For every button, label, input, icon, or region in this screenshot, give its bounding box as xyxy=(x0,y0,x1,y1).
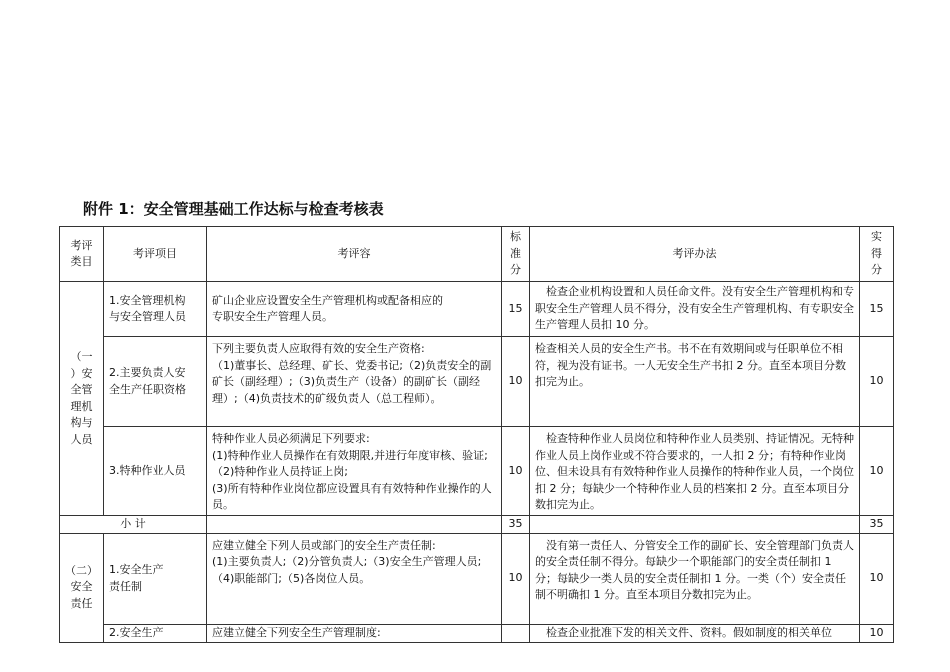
actual-score-cell: 15 xyxy=(860,282,894,337)
category-cell: （一 ）安 全管 理机 构与 人员 xyxy=(60,282,104,516)
subtotal-empty-cell xyxy=(207,516,502,534)
assessment-table xyxy=(59,226,894,643)
content-cell: 矿山企业应设置安全生产管理机构或配备相应的 专职安全生产管理人员。 xyxy=(207,282,502,337)
subtotal-empty-cell xyxy=(530,516,860,534)
header-content: 考评容 xyxy=(207,227,502,282)
actual-score-cell: 10 xyxy=(860,624,894,642)
subtotal-actual-score: 35 xyxy=(860,516,894,534)
subtotal-standard-score: 35 xyxy=(502,516,530,534)
table-row xyxy=(60,282,894,337)
header-item: 考评项目 xyxy=(104,227,207,282)
header-standard-score: 标 准 分 xyxy=(502,227,530,282)
method-cell: 检查相关人员的安全生产书。书不在有效期间或与任职单位不相符，视为没有证书。一人无安全生产书扣 2 分。直至本项目分数扣完为止。 xyxy=(530,337,860,427)
method-cell: 检查特种作业人员岗位和特种作业人员类别、持证情况。无特种作业人员上岗作业或不符合要求的，一人扣 2 分；有特种作业岗位、但未设具有有效特种作业人员操作的特种作业人员，一个岗位扣 2 分；每缺少一个特种作业人员的档案扣 2 分。直至本项目分数扣完为止。 xyxy=(530,427,860,516)
content-cell: 应建立健全下列人员或部门的安全生产责任制: (1)主要负责人;（2)分管负责人;（3)安全生产管理人员;（4)职能部门;（5)各岗位人员。 xyxy=(207,533,502,624)
table-header-row xyxy=(60,227,894,282)
standard-score-cell: 10 xyxy=(502,533,530,624)
item-cell: 2.安全生产 xyxy=(104,624,207,642)
subtotal-label: 小 计 xyxy=(60,516,207,534)
standard-score-cell xyxy=(502,624,530,642)
page-title: 附件 1：安全管理基础工作达标与检查考核表 xyxy=(83,200,384,218)
content-cell: 特种作业人员必须满足下列要求: (1)特种作业人员操作在有效期限,并进行年度审核、验证;（2)特种作业人员持证上岗; (3)所有特种作业岗位都应设置具有有效特种作业操作的人员。 xyxy=(207,427,502,516)
item-cell: 1.安全生产 责任制 xyxy=(104,533,207,624)
category-cell: （二） 安全 责任 xyxy=(60,533,104,642)
content-cell: 下列主要负责人应取得有效的安全生产资格: （1)董事长、总经理、矿长、党委书记;（2)负责安全的副矿长（副经理）;（3)负责生产（设备）的副矿长（副经理）;（4)负责技术的矿级负责人（总工程师）。 xyxy=(207,337,502,427)
table-row xyxy=(60,427,894,516)
table-row xyxy=(60,337,894,427)
method-cell: 检查企业批准下发的相关文件、资料。假如制度的相关单位 xyxy=(530,624,860,642)
method-cell: 没有第一责任人、分管安全工作的副矿长、安全管理部门负责人的安全责任制不得分。每缺少一个职能部门的安全责任制扣 1 分；每缺少一类人员的安全责任制扣 1 分。一类（个）安全责任制不明确扣 1 分。直至本项目分数扣完为止。 xyxy=(530,533,860,624)
standard-score-cell: 15 xyxy=(502,282,530,337)
method-cell: 检查企业机构设置和人员任命文件。没有安全生产管理机构和专职安全生产管理人员不得分，没有安全生产管理机构、有专职安全生产管理人员扣 10 分。 xyxy=(530,282,860,337)
header-category: 考评 类目 xyxy=(60,227,104,282)
standard-score-cell: 10 xyxy=(502,337,530,427)
table-row xyxy=(60,624,894,642)
item-cell: 2.主要负责人安 全生产任职资格 xyxy=(104,337,207,427)
content-cell: 应建立健全下列安全生产管理制度: xyxy=(207,624,502,642)
table-row xyxy=(60,533,894,624)
actual-score-cell: 10 xyxy=(860,337,894,427)
item-cell: 1.安全管理机构 与安全管理人员 xyxy=(104,282,207,337)
actual-score-cell: 10 xyxy=(860,533,894,624)
item-cell: 3.特种作业人员 xyxy=(104,427,207,516)
header-method: 考评办法 xyxy=(530,227,860,282)
subtotal-row xyxy=(60,516,894,534)
standard-score-cell: 10 xyxy=(502,427,530,516)
actual-score-cell: 10 xyxy=(860,427,894,516)
header-actual-score: 实 得 分 xyxy=(860,227,894,282)
